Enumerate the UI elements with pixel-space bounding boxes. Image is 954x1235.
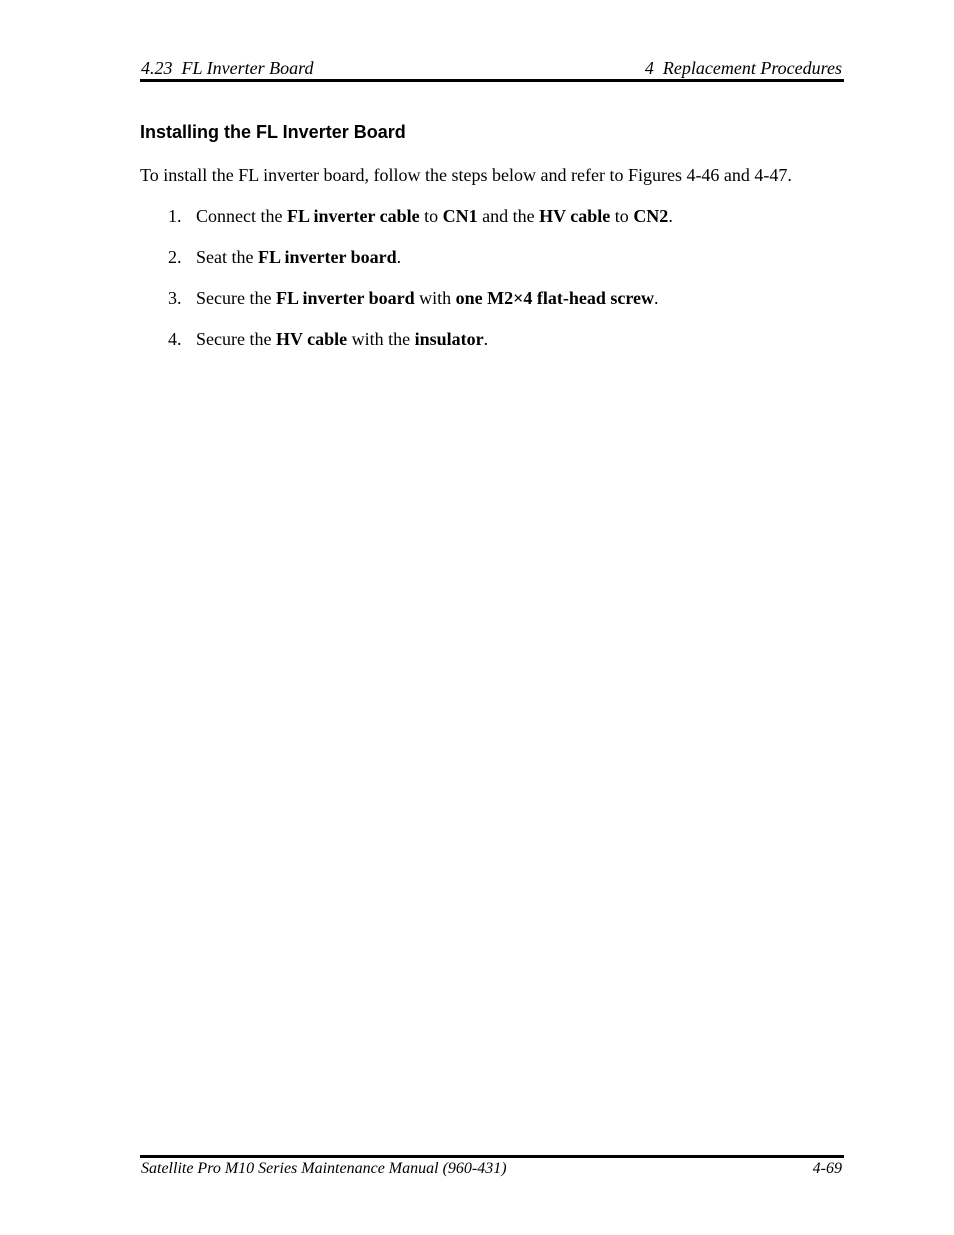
step-text: Secure the HV cable with the insulator.: [196, 329, 489, 349]
header-chapter-title: 4 Replacement Procedures: [644, 58, 842, 78]
footer-page-number: 4-69: [812, 1160, 842, 1177]
step-text: Secure the FL inverter board with one M2×4 flat-head screw.: [196, 288, 659, 308]
step-number: 4.: [168, 329, 182, 349]
page-footer: [140, 1158, 843, 1180]
step-number: 1.: [168, 206, 182, 226]
header-rule: [140, 79, 844, 82]
header-section-title: 4.23 FL Inverter Board: [141, 58, 314, 78]
intro-paragraph: To install the FL inverter board, follow the steps below and refer to Figures 4-46 and 4-47.: [140, 165, 792, 185]
step-text: Seat the FL inverter board.: [196, 247, 402, 267]
step-number: 2.: [168, 247, 182, 267]
footer-manual-title: Satellite Pro M10 Series Maintenance Manual (960-431): [141, 1160, 507, 1177]
page-header: [140, 56, 843, 80]
step-number: 3.: [168, 288, 182, 308]
section-heading: Installing the FL Inverter Board: [140, 122, 406, 142]
step-text: Connect the FL inverter cable to CN1 and the HV cable to CN2.: [196, 206, 673, 226]
